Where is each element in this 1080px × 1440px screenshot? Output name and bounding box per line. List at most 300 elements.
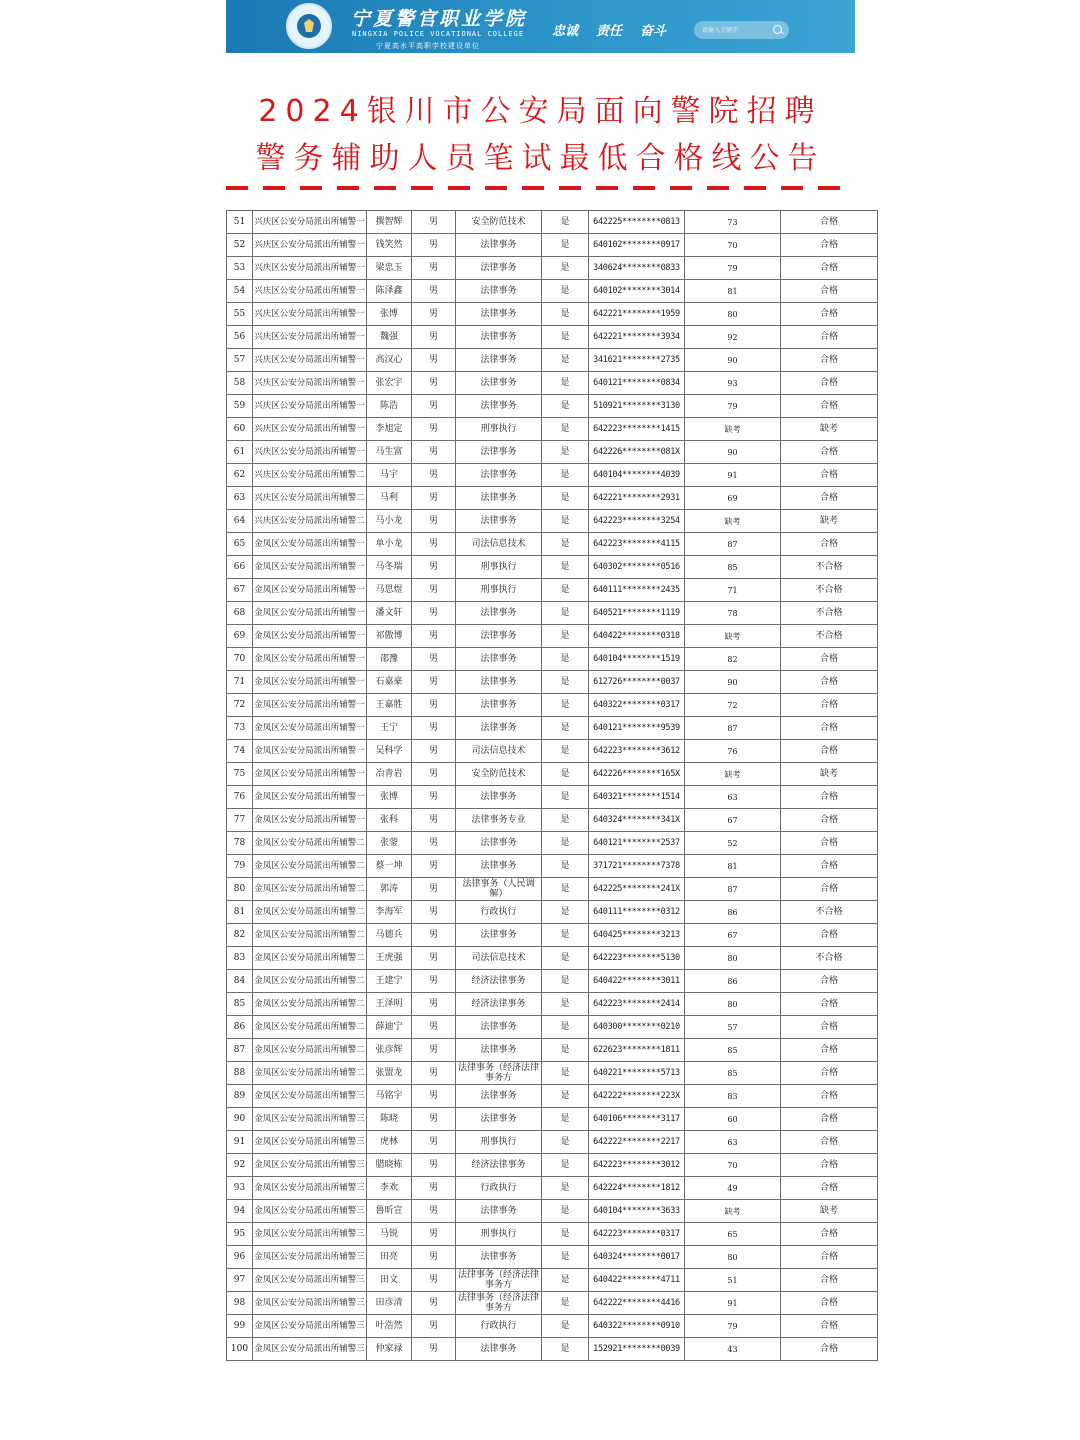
- score-cell: 69: [685, 487, 781, 510]
- row-number: 59: [227, 395, 253, 418]
- search-icon[interactable]: [773, 25, 782, 34]
- score-cell: 85: [685, 556, 781, 579]
- major-cell: 行政执行: [456, 1177, 542, 1200]
- major-cell: 司法信息技术: [456, 740, 542, 763]
- name-cell: 石嘉豪: [367, 671, 412, 694]
- gender-cell: 男: [412, 901, 456, 924]
- table-row: [227, 832, 878, 855]
- position-cell: 金凤区公安分局派出所辅警二: [253, 1016, 367, 1039]
- id-number-cell: 642223********3012: [589, 1154, 685, 1177]
- position-cell: 金凤区公安分局派出所辅警三: [253, 1338, 367, 1361]
- score-cell: 78: [685, 602, 781, 625]
- graduate-cell: 是: [542, 487, 589, 510]
- gender-cell: 男: [412, 211, 456, 234]
- id-number-cell: 640111********2435: [589, 579, 685, 602]
- result-cell: 合格: [781, 1338, 878, 1361]
- graduate-cell: 是: [542, 1039, 589, 1062]
- graduate-cell: 是: [542, 1016, 589, 1039]
- id-number-cell: 152921********0039: [589, 1338, 685, 1361]
- position-cell: 兴庆区公安分局派出所辅警一: [253, 326, 367, 349]
- graduate-cell: 是: [542, 1338, 589, 1361]
- result-cell: 合格: [781, 1016, 878, 1039]
- row-number: 71: [227, 671, 253, 694]
- score-cell: 70: [685, 1154, 781, 1177]
- id-number-cell: 640521********1119: [589, 602, 685, 625]
- table-row: [227, 1154, 878, 1177]
- name-cell: 张宏宇: [367, 372, 412, 395]
- result-cell: 合格: [781, 924, 878, 947]
- table-row: [227, 970, 878, 993]
- position-cell: 兴庆区公安分局派出所辅警一: [253, 418, 367, 441]
- name-cell: 张科: [367, 809, 412, 832]
- score-cell: 60: [685, 1108, 781, 1131]
- id-number-cell: 341621********2735: [589, 349, 685, 372]
- college-emblem-icon: [286, 3, 332, 49]
- row-number: 100: [227, 1338, 253, 1361]
- name-cell: 李旭定: [367, 418, 412, 441]
- graduate-cell: 是: [542, 855, 589, 878]
- result-cell: 合格: [781, 809, 878, 832]
- graduate-cell: 是: [542, 947, 589, 970]
- table-row: [227, 694, 878, 717]
- major-cell: 刑事执行: [456, 1223, 542, 1246]
- result-cell: 合格: [781, 1154, 878, 1177]
- gender-cell: 男: [412, 924, 456, 947]
- major-cell: 法律事务（经济法律事务方: [456, 1292, 542, 1315]
- name-cell: 邵豫: [367, 648, 412, 671]
- table-row: [227, 510, 878, 533]
- score-cell: 缺考: [685, 1200, 781, 1223]
- id-number-cell: 642223********1415: [589, 418, 685, 441]
- graduate-cell: 是: [542, 372, 589, 395]
- gender-cell: 男: [412, 970, 456, 993]
- graduate-cell: 是: [542, 257, 589, 280]
- id-number-cell: 640221********5713: [589, 1062, 685, 1085]
- row-number: 97: [227, 1269, 253, 1292]
- score-cell: 71: [685, 579, 781, 602]
- row-number: 66: [227, 556, 253, 579]
- gender-cell: 男: [412, 1223, 456, 1246]
- gender-cell: 男: [412, 1085, 456, 1108]
- result-cell: 合格: [781, 993, 878, 1016]
- score-cell: 80: [685, 1246, 781, 1269]
- position-cell: 兴庆区公安分局派出所辅警一: [253, 349, 367, 372]
- row-number: 98: [227, 1292, 253, 1315]
- id-number-cell: 640422********0318: [589, 625, 685, 648]
- table-row: [227, 717, 878, 740]
- result-cell: 合格: [781, 1108, 878, 1131]
- row-number: 57: [227, 349, 253, 372]
- motto-responsibility: 责任: [596, 24, 623, 39]
- table-row: [227, 740, 878, 763]
- graduate-cell: 是: [542, 349, 589, 372]
- name-cell: 钱笑然: [367, 234, 412, 257]
- name-cell: 王泽明: [367, 993, 412, 1016]
- score-cell: 87: [685, 878, 781, 901]
- name-cell: 单小龙: [367, 533, 412, 556]
- id-number-cell: 642223********3612: [589, 740, 685, 763]
- graduate-cell: 是: [542, 1246, 589, 1269]
- position-cell: 金凤区公安分局派出所辅警一: [253, 809, 367, 832]
- name-cell: 虎林: [367, 1131, 412, 1154]
- table-row: [227, 1200, 878, 1223]
- name-cell: 梁忠玉: [367, 257, 412, 280]
- score-cell: 80: [685, 993, 781, 1016]
- result-cell: 缺考: [781, 763, 878, 786]
- id-number-cell: 640104********1519: [589, 648, 685, 671]
- score-cell: 83: [685, 1085, 781, 1108]
- gender-cell: 男: [412, 993, 456, 1016]
- row-number: 65: [227, 533, 253, 556]
- position-cell: 金凤区公安分局派出所辅警一: [253, 602, 367, 625]
- major-cell: 法律事务: [456, 464, 542, 487]
- id-number-cell: 640425********3213: [589, 924, 685, 947]
- row-number: 90: [227, 1108, 253, 1131]
- position-cell: 金凤区公安分局派出所辅警三: [253, 1246, 367, 1269]
- result-cell: 合格: [781, 349, 878, 372]
- score-cell: 51: [685, 1269, 781, 1292]
- position-cell: 金凤区公安分局派出所辅警三: [253, 1154, 367, 1177]
- row-number: 76: [227, 786, 253, 809]
- gender-cell: 男: [412, 1039, 456, 1062]
- major-cell: 法律事务: [456, 280, 542, 303]
- major-cell: 法律事务: [456, 257, 542, 280]
- row-number: 54: [227, 280, 253, 303]
- table-row: [227, 1108, 878, 1131]
- gender-cell: 男: [412, 740, 456, 763]
- score-cell: 63: [685, 786, 781, 809]
- row-number: 78: [227, 832, 253, 855]
- id-number-cell: 642223********4115: [589, 533, 685, 556]
- name-cell: 张博: [367, 303, 412, 326]
- id-number-cell: 642222********2217: [589, 1131, 685, 1154]
- score-cell: 80: [685, 303, 781, 326]
- result-cell: 不合格: [781, 602, 878, 625]
- name-cell: 马德兵: [367, 924, 412, 947]
- row-number: 51: [227, 211, 253, 234]
- position-cell: 兴庆区公安分局派出所辅警一: [253, 280, 367, 303]
- score-cell: 63: [685, 1131, 781, 1154]
- result-cell: 合格: [781, 303, 878, 326]
- gender-cell: 男: [412, 1062, 456, 1085]
- name-cell: 王建宁: [367, 970, 412, 993]
- table-row: [227, 878, 878, 901]
- gender-cell: 男: [412, 855, 456, 878]
- id-number-cell: 640121********0834: [589, 372, 685, 395]
- position-cell: 金凤区公安分局派出所辅警三: [253, 1292, 367, 1315]
- table-row: [227, 924, 878, 947]
- result-cell: 合格: [781, 1269, 878, 1292]
- title-line-1: 2024银川市公安局面向警院招聘: [258, 94, 823, 129]
- row-number: 56: [227, 326, 253, 349]
- graduate-cell: 是: [542, 924, 589, 947]
- id-number-cell: 642226********165X: [589, 763, 685, 786]
- score-cell: 67: [685, 809, 781, 832]
- result-cell: 合格: [781, 441, 878, 464]
- id-number-cell: 642221********3934: [589, 326, 685, 349]
- name-cell: 李海军: [367, 901, 412, 924]
- graduate-cell: 是: [542, 901, 589, 924]
- result-cell: 不合格: [781, 625, 878, 648]
- major-cell: 法律事务: [456, 487, 542, 510]
- table-row: [227, 809, 878, 832]
- position-cell: 金凤区公安分局派出所辅警一: [253, 717, 367, 740]
- table-row: [227, 1039, 878, 1062]
- major-cell: 法律事务: [456, 1016, 542, 1039]
- table-row: [227, 303, 878, 326]
- name-cell: 魏强: [367, 326, 412, 349]
- id-number-cell: 642224********1812: [589, 1177, 685, 1200]
- table-row: [227, 625, 878, 648]
- graduate-cell: 是: [542, 579, 589, 602]
- table-row: [227, 372, 878, 395]
- gender-cell: 男: [412, 1269, 456, 1292]
- gender-cell: 男: [412, 1292, 456, 1315]
- gender-cell: 男: [412, 1108, 456, 1131]
- name-cell: 腊晓栋: [367, 1154, 412, 1177]
- position-cell: 金凤区公安分局派出所辅警三: [253, 1223, 367, 1246]
- major-cell: 法律事务: [456, 441, 542, 464]
- row-number: 89: [227, 1085, 253, 1108]
- table-row: [227, 211, 878, 234]
- score-cell: 85: [685, 1039, 781, 1062]
- row-number: 96: [227, 1246, 253, 1269]
- position-cell: 金凤区公安分局派出所辅警一: [253, 556, 367, 579]
- graduate-cell: 是: [542, 671, 589, 694]
- graduate-cell: 是: [542, 809, 589, 832]
- table-row: [227, 763, 878, 786]
- row-number: 73: [227, 717, 253, 740]
- id-number-cell: 642223********2414: [589, 993, 685, 1016]
- table-row: [227, 418, 878, 441]
- result-cell: 合格: [781, 1223, 878, 1246]
- major-cell: 经济法律事务: [456, 993, 542, 1016]
- row-number: 61: [227, 441, 253, 464]
- gender-cell: 男: [412, 694, 456, 717]
- table-row: [227, 441, 878, 464]
- id-number-cell: 642225********0813: [589, 211, 685, 234]
- graduate-cell: 是: [542, 1085, 589, 1108]
- result-cell: 合格: [781, 970, 878, 993]
- major-cell: 法律事务: [456, 671, 542, 694]
- table-row: [227, 395, 878, 418]
- graduate-cell: 是: [542, 1062, 589, 1085]
- result-cell: 不合格: [781, 556, 878, 579]
- name-cell: 郭涛: [367, 878, 412, 901]
- name-cell: 马思煜: [367, 579, 412, 602]
- result-cell: 合格: [781, 234, 878, 257]
- table-row: [227, 1131, 878, 1154]
- major-cell: 司法信息技术: [456, 947, 542, 970]
- score-cell: 76: [685, 740, 781, 763]
- result-cell: 缺考: [781, 418, 878, 441]
- table-row: [227, 993, 878, 1016]
- title-line-2: 警务辅助人员笔试最低合格线公告: [255, 141, 826, 176]
- position-cell: 金凤区公安分局派出所辅警二: [253, 1039, 367, 1062]
- score-cell: 87: [685, 533, 781, 556]
- table-row: [227, 1338, 878, 1361]
- gender-cell: 男: [412, 832, 456, 855]
- name-cell: 祁傲博: [367, 625, 412, 648]
- position-cell: 金凤区公安分局派出所辅警二: [253, 993, 367, 1016]
- result-cell: 合格: [781, 1177, 878, 1200]
- result-cell: 合格: [781, 395, 878, 418]
- motto-loyalty: 忠诚: [552, 24, 579, 39]
- result-cell: 合格: [781, 671, 878, 694]
- name-cell: 高汉心: [367, 349, 412, 372]
- row-number: 53: [227, 257, 253, 280]
- name-cell: 王宁: [367, 717, 412, 740]
- position-cell: 金凤区公安分局派出所辅警二: [253, 878, 367, 901]
- gender-cell: 男: [412, 418, 456, 441]
- id-number-cell: 640102********0917: [589, 234, 685, 257]
- college-name-en: NINGXIA POLICE VOCATIONAL COLLEGE: [352, 30, 525, 38]
- id-number-cell: 612726********0037: [589, 671, 685, 694]
- row-number: 83: [227, 947, 253, 970]
- id-number-cell: 640104********3633: [589, 1200, 685, 1223]
- id-number-cell: 640324********341X: [589, 809, 685, 832]
- score-cell: 缺考: [685, 763, 781, 786]
- name-cell: 马生富: [367, 441, 412, 464]
- graduate-cell: 是: [542, 1200, 589, 1223]
- graduate-cell: 是: [542, 786, 589, 809]
- score-cell: 79: [685, 257, 781, 280]
- score-cell: 90: [685, 441, 781, 464]
- graduate-cell: 是: [542, 533, 589, 556]
- name-cell: 撰智辉: [367, 211, 412, 234]
- search-box[interactable]: [694, 21, 789, 39]
- name-cell: 田亮: [367, 1246, 412, 1269]
- position-cell: 金凤区公安分局派出所辅警三: [253, 1177, 367, 1200]
- graduate-cell: 是: [542, 993, 589, 1016]
- graduate-cell: 是: [542, 556, 589, 579]
- motto-struggle: 奋斗: [640, 24, 667, 39]
- table-row: [227, 855, 878, 878]
- score-cell: 90: [685, 671, 781, 694]
- gender-cell: 男: [412, 234, 456, 257]
- gender-cell: 男: [412, 372, 456, 395]
- position-cell: 金凤区公安分局派出所辅警二: [253, 855, 367, 878]
- position-cell: 兴庆区公安分局派出所辅警一: [253, 303, 367, 326]
- gender-cell: 男: [412, 556, 456, 579]
- result-cell: 合格: [781, 1085, 878, 1108]
- score-cell: 缺考: [685, 510, 781, 533]
- major-cell: 法律事务: [456, 395, 542, 418]
- major-cell: 法律事务: [456, 1039, 542, 1062]
- row-number: 64: [227, 510, 253, 533]
- result-cell: 合格: [781, 1292, 878, 1315]
- position-cell: 金凤区公安分局派出所辅警二: [253, 901, 367, 924]
- major-cell: 法律事务（人民调解）: [456, 878, 542, 901]
- result-cell: 合格: [781, 1039, 878, 1062]
- announcement-page: [226, 0, 855, 1440]
- graduate-cell: 是: [542, 464, 589, 487]
- score-cell: 65: [685, 1223, 781, 1246]
- result-cell: 合格: [781, 211, 878, 234]
- table-row: [227, 1085, 878, 1108]
- row-number: 94: [227, 1200, 253, 1223]
- gender-cell: 男: [412, 1200, 456, 1223]
- row-number: 95: [227, 1223, 253, 1246]
- result-cell: 合格: [781, 464, 878, 487]
- id-number-cell: 642223********5130: [589, 947, 685, 970]
- gender-cell: 男: [412, 326, 456, 349]
- row-number: 85: [227, 993, 253, 1016]
- major-cell: 行政执行: [456, 1315, 542, 1338]
- id-number-cell: 371721********7378: [589, 855, 685, 878]
- position-cell: 金凤区公安分局派出所辅警二: [253, 832, 367, 855]
- graduate-cell: 是: [542, 1131, 589, 1154]
- major-cell: 刑事执行: [456, 556, 542, 579]
- graduate-cell: 是: [542, 1292, 589, 1315]
- major-cell: 行政执行: [456, 901, 542, 924]
- result-cell: 合格: [781, 326, 878, 349]
- id-number-cell: 640104********4039: [589, 464, 685, 487]
- id-number-cell: 642221********1959: [589, 303, 685, 326]
- major-cell: 司法信息技术: [456, 533, 542, 556]
- row-number: 82: [227, 924, 253, 947]
- id-number-cell: 640121********2537: [589, 832, 685, 855]
- row-number: 91: [227, 1131, 253, 1154]
- row-number: 55: [227, 303, 253, 326]
- red-dashed-divider: [226, 186, 855, 190]
- gender-cell: 男: [412, 1131, 456, 1154]
- table-row: [227, 556, 878, 579]
- score-cell: 79: [685, 1315, 781, 1338]
- graduate-cell: 是: [542, 1108, 589, 1131]
- major-cell: 法律事务: [456, 372, 542, 395]
- graduate-cell: 是: [542, 1154, 589, 1177]
- row-number: 63: [227, 487, 253, 510]
- graduate-cell: 是: [542, 763, 589, 786]
- score-cell: 80: [685, 947, 781, 970]
- position-cell: 兴庆区公安分局派出所辅警一: [253, 211, 367, 234]
- major-cell: 法律事务: [456, 326, 542, 349]
- row-number: 86: [227, 1016, 253, 1039]
- id-number-cell: 640422********4711: [589, 1269, 685, 1292]
- id-number-cell: 510921********3130: [589, 395, 685, 418]
- table-row: [227, 648, 878, 671]
- score-cell: 85: [685, 1062, 781, 1085]
- row-number: 72: [227, 694, 253, 717]
- table-row: [227, 579, 878, 602]
- graduate-cell: 是: [542, 234, 589, 257]
- gender-cell: 男: [412, 1246, 456, 1269]
- graduate-cell: 是: [542, 303, 589, 326]
- gender-cell: 男: [412, 671, 456, 694]
- major-cell: 法律事务: [456, 855, 542, 878]
- gender-cell: 男: [412, 257, 456, 280]
- position-cell: 金凤区公安分局派出所辅警二: [253, 1062, 367, 1085]
- position-cell: 金凤区公安分局派出所辅警三: [253, 1200, 367, 1223]
- table-row: [227, 947, 878, 970]
- result-cell: 合格: [781, 1246, 878, 1269]
- row-number: 99: [227, 1315, 253, 1338]
- gender-cell: 男: [412, 1016, 456, 1039]
- position-cell: 兴庆区公安分局派出所辅警二: [253, 487, 367, 510]
- major-cell: 法律事务: [456, 1338, 542, 1361]
- gender-cell: 男: [412, 602, 456, 625]
- major-cell: 法律事务: [456, 602, 542, 625]
- gender-cell: 男: [412, 947, 456, 970]
- score-cell: 缺考: [685, 625, 781, 648]
- result-cell: 合格: [781, 648, 878, 671]
- name-cell: 张盟龙: [367, 1062, 412, 1085]
- result-cell: 合格: [781, 855, 878, 878]
- id-number-cell: 642221********2931: [589, 487, 685, 510]
- major-cell: 法律事务: [456, 1200, 542, 1223]
- result-cell: 不合格: [781, 947, 878, 970]
